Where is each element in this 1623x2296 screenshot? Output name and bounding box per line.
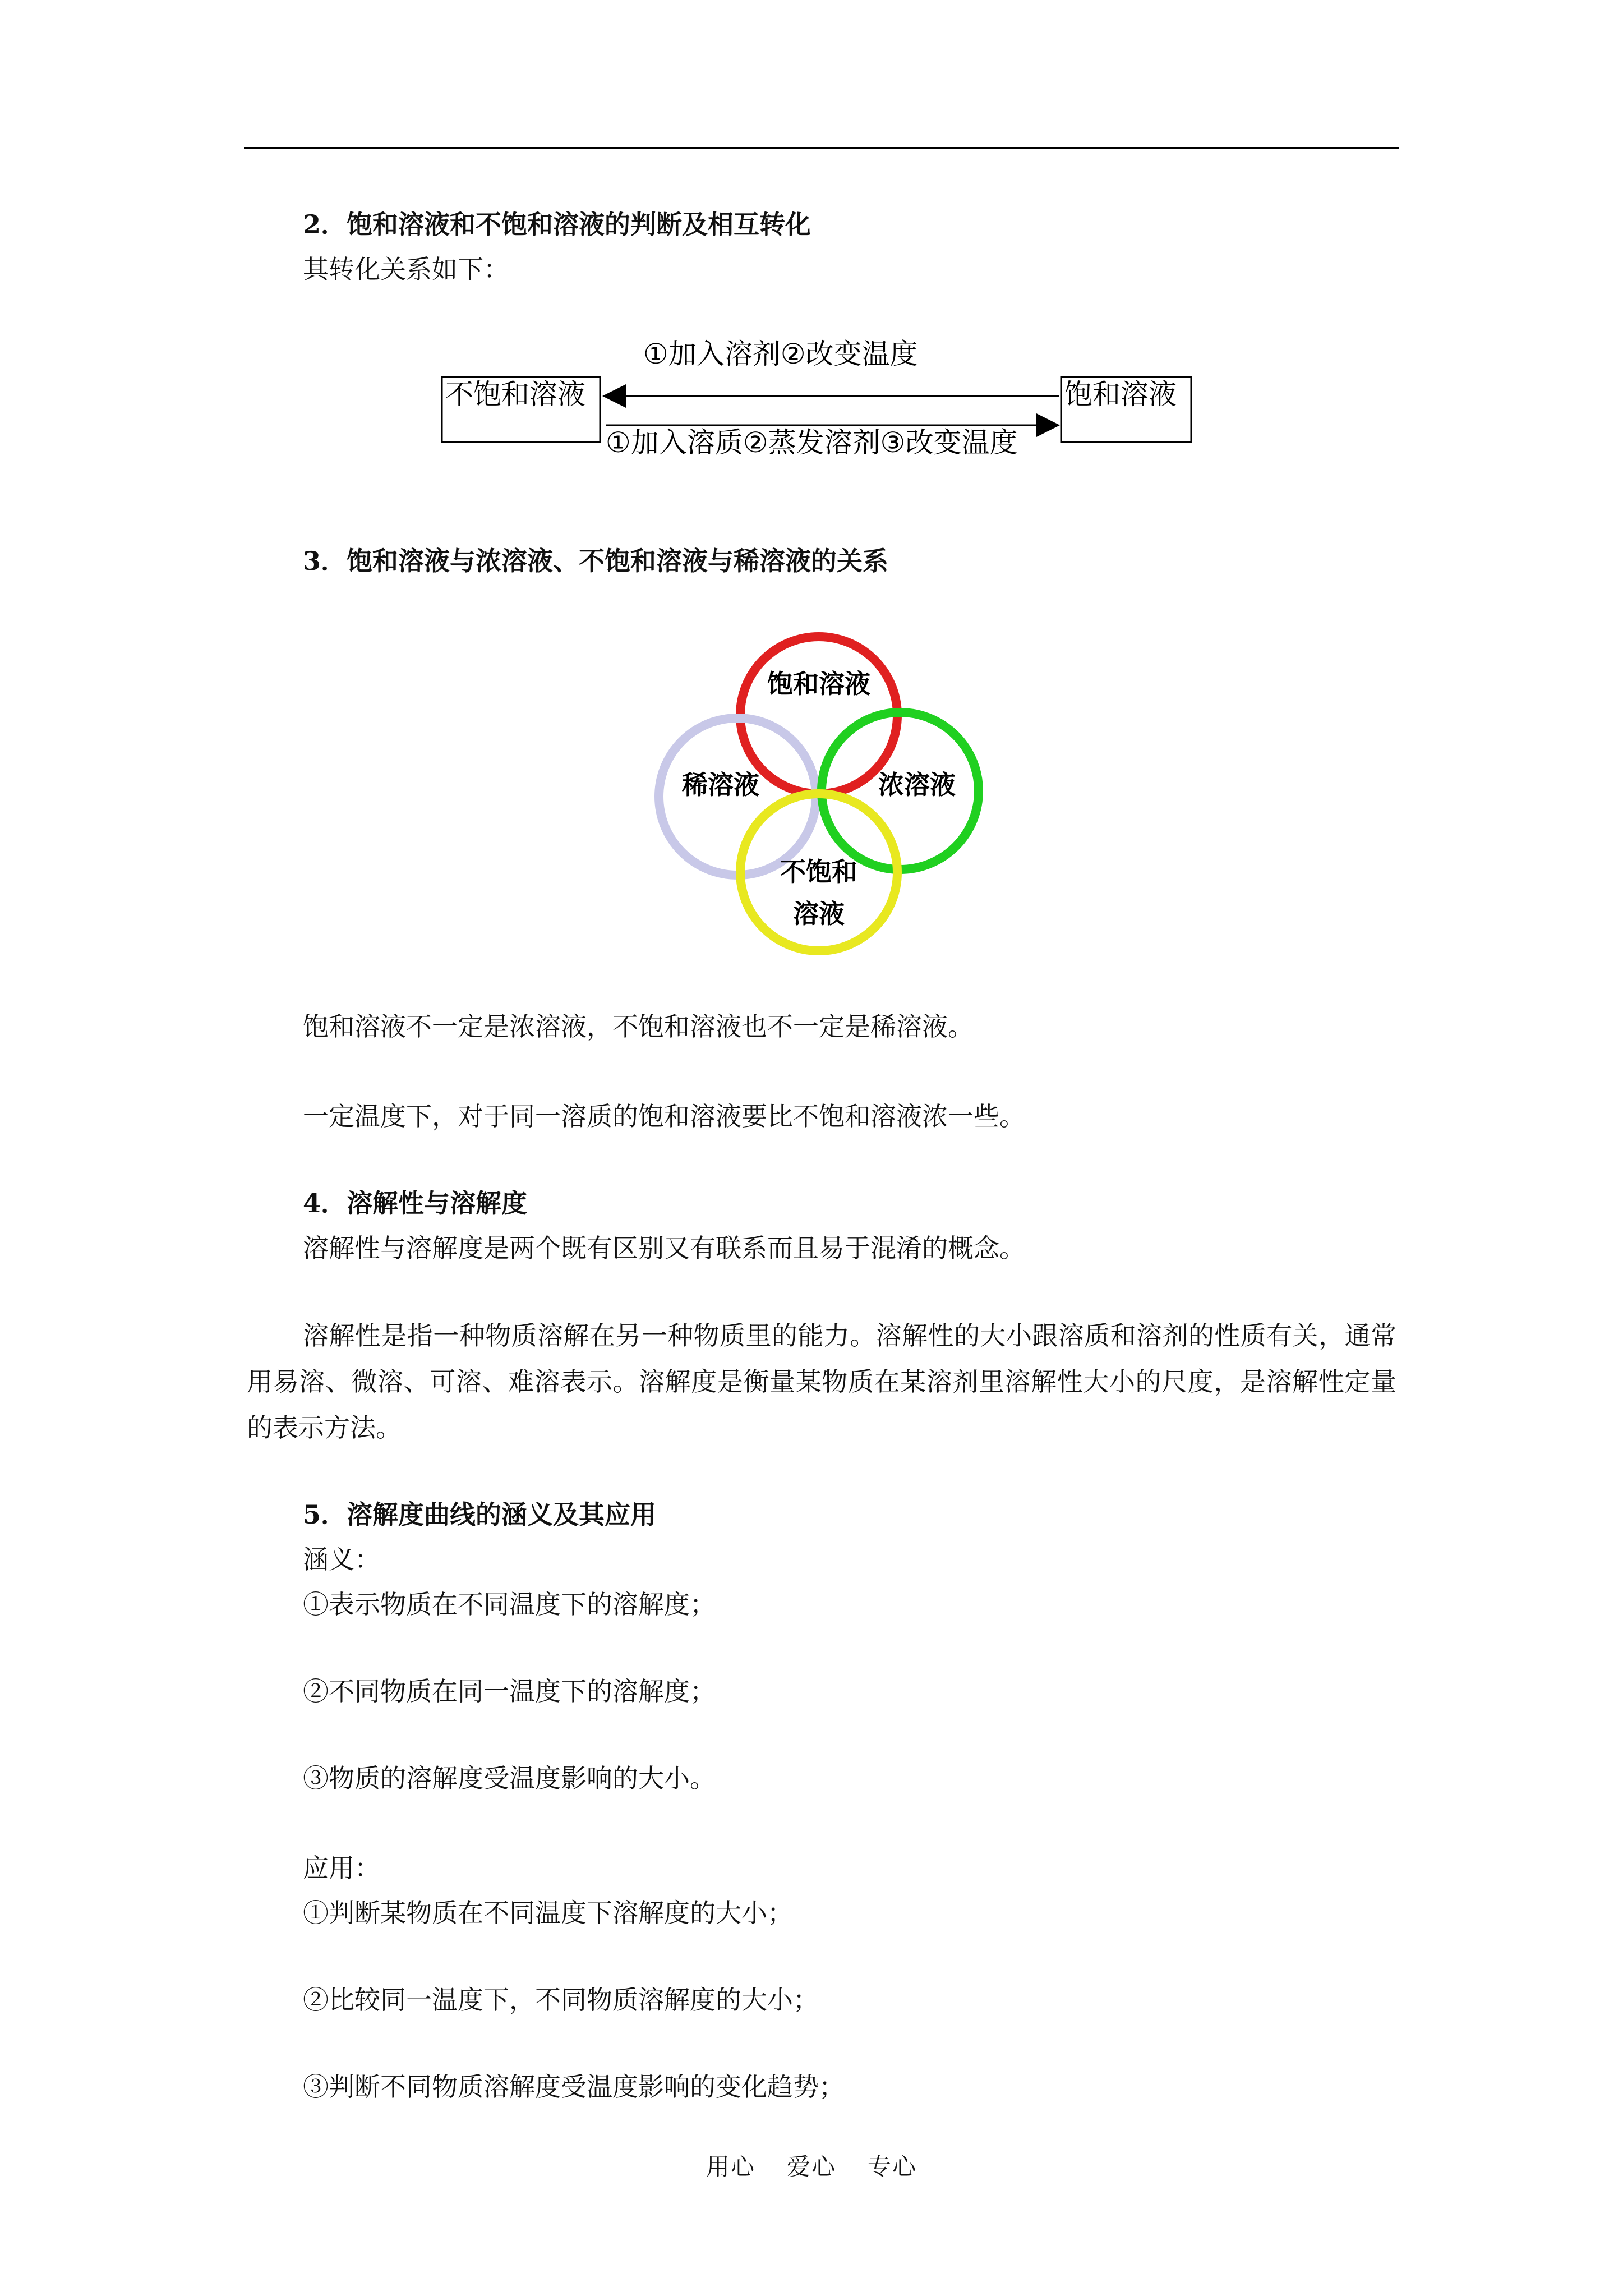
header-rule: [244, 147, 1399, 149]
section-2-heading: 2．饱和溶液和不饱和溶液的判断及相互转化: [303, 209, 811, 240]
note-line-2: 一定温度下，对于同一溶质的饱和溶液要比不饱和溶液浓一些。: [303, 1101, 1025, 1131]
meaning-item: ③物质的溶解度受温度影响的大小。: [303, 1763, 716, 1793]
section-4-paragraph: 溶解性是指一种物质溶解在另一种物质里的能力。溶解性的大小跟溶质和溶剂的性质有关，通常用易溶、微溶、可溶、难溶表示。溶解度是衡量某物质在某溶剂里溶解性大小的尺度，是溶解性定量的表示方法。: [247, 1320, 1396, 1443]
conversion-diagram: [437, 325, 1200, 460]
footer-word: 用心: [706, 2153, 755, 2180]
footer-word: 爱心: [786, 2153, 836, 2180]
note-line-1: 饱和溶液不一定是浓溶液，不饱和溶液也不一定是稀溶液。: [303, 1011, 974, 1042]
section-4-heading: 4．溶解性与溶解度: [303, 1188, 528, 1218]
section-2-intro: 其转化关系如下：: [303, 254, 509, 284]
bottom-arrow-label: ①加入溶质②蒸发溶剂③改变温度: [606, 426, 1018, 459]
concentrated-label: 浓溶液: [878, 770, 956, 800]
saturated-label: 饱和溶液: [767, 669, 870, 699]
unsaturated-label-line1: 不饱和: [780, 857, 857, 887]
meaning-label: 涵义：: [303, 1544, 380, 1575]
use-item: ③判断不同物质溶解度受温度影响的变化趋势；: [303, 2072, 845, 2102]
section-4-intro: 溶解性与溶解度是两个既有区别又有联系而且易于混淆的概念。: [303, 1233, 1025, 1263]
unsaturated-label-line2: 溶液: [793, 899, 845, 929]
top-arrow-label: ①加入溶剂②改变温度: [643, 338, 918, 370]
meaning-item: ②不同物质在同一温度下的溶解度；: [303, 1676, 716, 1706]
use-item: ②比较同一温度下，不同物质溶解度的大小；: [303, 1985, 819, 2015]
use-label: 应用：: [303, 1853, 380, 1883]
meaning-item: ①表示物质在不同温度下的溶解度；: [303, 1589, 716, 1619]
use-item: ①判断某物质在不同温度下溶解度的大小；: [303, 1898, 793, 1928]
venn-diagram: [645, 617, 993, 965]
section-5-heading: 5．溶解度曲线的涵义及其应用: [303, 1499, 657, 1530]
unsaturated-box-label: 不饱和溶液: [445, 378, 585, 411]
section-3-heading: 3．饱和溶液与浓溶液、不饱和溶液与稀溶液的关系: [303, 546, 889, 576]
page-footer: [0, 2148, 1623, 2182]
saturated-box-label: 饱和溶液: [1064, 378, 1177, 411]
footer-word: 专心: [868, 2153, 917, 2180]
dilute-label: 稀溶液: [682, 770, 759, 800]
